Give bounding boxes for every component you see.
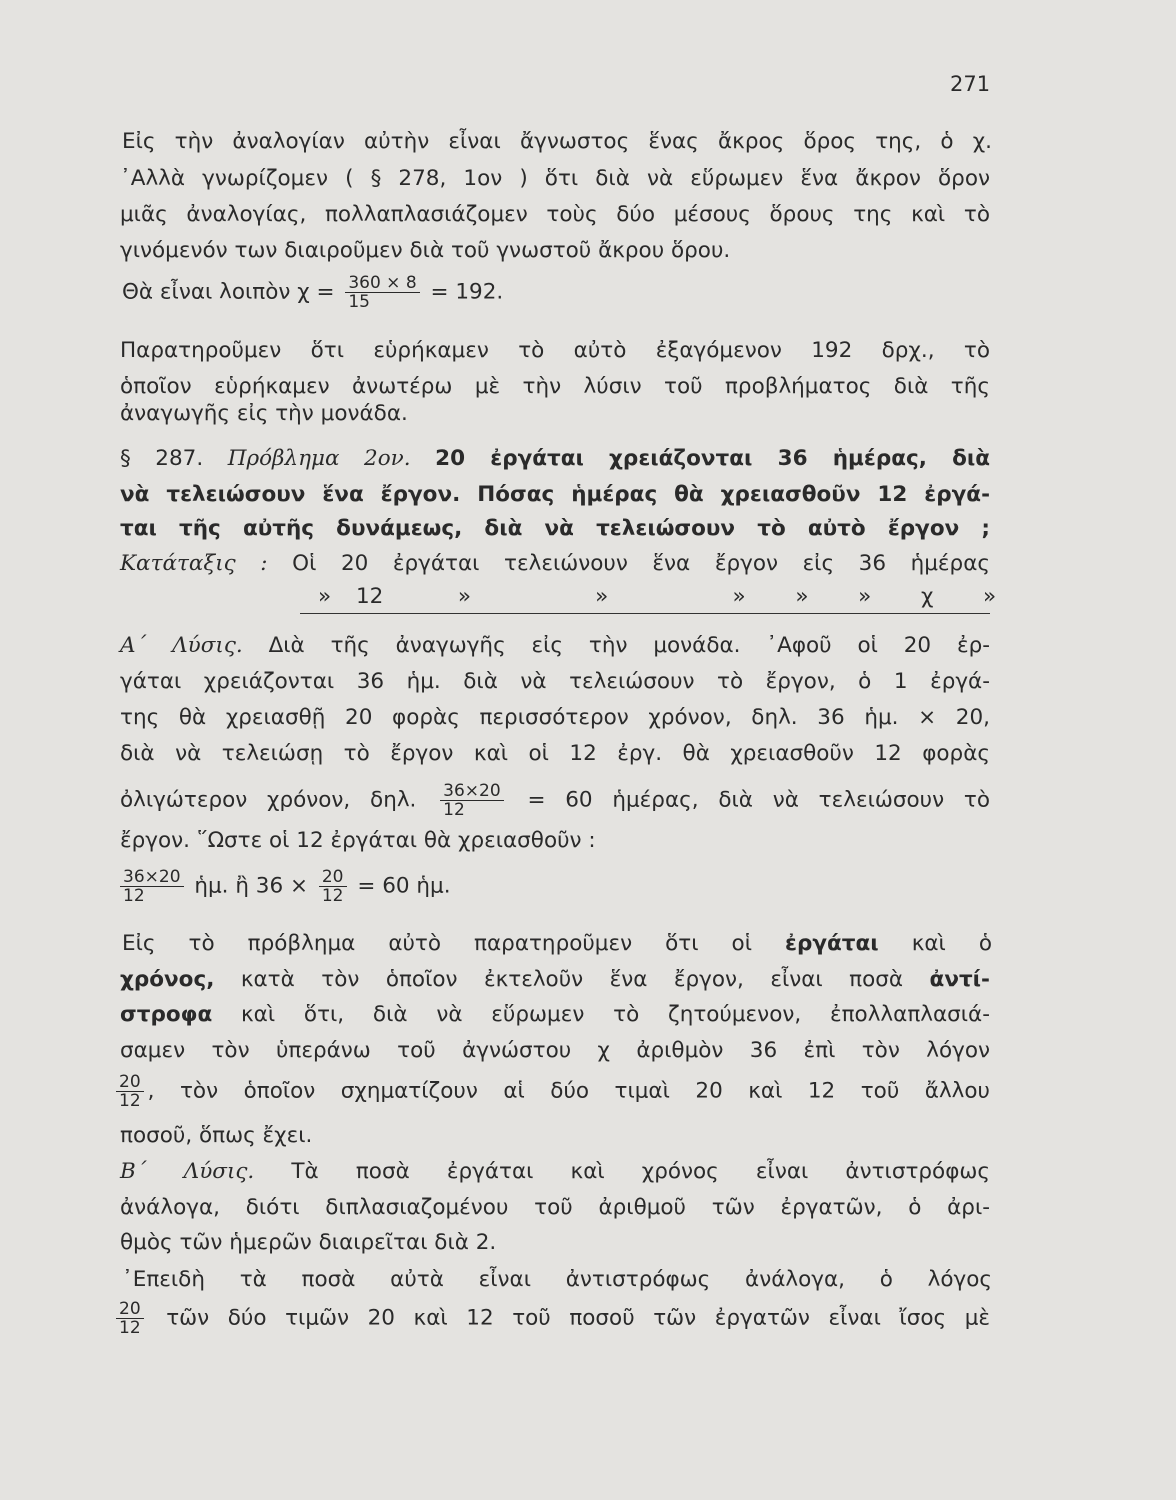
page-number: 271 — [950, 72, 991, 96]
text-line: ᾿Αλλὰ γνωρίζομεν ( § 278, 1ον ) ὅτι διὰ νὰ εὕρωμεν ἕνα ἄκρον ὅρον — [120, 166, 990, 191]
denominator: 12 — [321, 886, 344, 906]
denominator: 12 — [119, 1091, 141, 1111]
section-number: § 287. — [120, 446, 204, 471]
text-line: μιᾶς ἀναλογίας, πολλαπλασιάζομεν τοὺς δύο μέσους ὅρους της καὶ τὸ — [120, 202, 990, 227]
bold-term: χρόνος, — [120, 967, 215, 992]
text-segment: Εἰς τὸ πρόβλημα αὐτὸ παρατηροῦμεν ὅτι οἱ — [122, 931, 752, 956]
formula-text: = 60 ἡμέρας, διὰ νὰ τελειώσουν τὸ — [527, 787, 990, 813]
text-line: γινόμενόν των διαιροῦμεν διὰ τοῦ γνωστοῦ ἄκρου ὅρου. — [120, 238, 731, 263]
solution-a-text: Διὰ τῆς ἀναγωγῆς εἰς τὴν μονάδα. ᾿Αφοῦ οἱ 20 ἐρ- — [268, 633, 990, 658]
formula-line — [120, 782, 990, 819]
denominator: 12 — [123, 886, 145, 906]
denominator: 15 — [348, 292, 370, 312]
arrangement-label: Κατάταξις : — [120, 551, 268, 576]
text-line: της θὰ χρειασθῇ 20 φορὰς περισσότερον χρόνον, δηλ. 36 ἡμ. × 20, — [120, 705, 990, 730]
formula-line — [122, 274, 992, 311]
problem-text: 20 ἐργάται χρειάζονται 36 ἡμέρας, διὰ — [435, 446, 990, 471]
text-line: ἀνάλογα, διότι διπλασιαζομένου τοῦ ἀριθμοῦ τῶν ἐργατῶν, ὁ ἀρι- — [120, 1195, 990, 1220]
text-line: θμὸς τῶν ἡμερῶν διαιρεῖται διὰ 2. — [120, 1230, 497, 1255]
text-line: ὁποῖον εὑρήκαμεν ἀνωτέρω μὲ τὴν λύσιν τοῦ προβλήματος διὰ τῆς — [120, 374, 990, 399]
solution-b-label: Β΄ Λύσις. — [120, 1159, 255, 1184]
formula-text: = 192. — [430, 279, 504, 305]
denominator: 12 — [443, 800, 465, 820]
fraction — [120, 868, 184, 905]
numerator: 36×20 — [440, 782, 504, 801]
numerator: 20 — [116, 1300, 144, 1319]
text-segment: κατὰ τὸν ὁποῖον ἐκτελοῦν ἕνα ἔργον, εἶναι ποσὰ — [240, 967, 904, 992]
text-line: Εἰς τὴν ἀναλογίαν αὐτὴν εἶναι ἄγνωστος ἕνας ἄκρος ὅρος της, ὁ χ. — [122, 129, 992, 154]
solution-b-heading — [120, 1158, 990, 1186]
problem-text: ται τῆς αὐτῆς δυνάμεως, διὰ νὰ τελειώσουν τὸ αὐτὸ ἔργον ; — [120, 516, 990, 541]
text-segment: τῶν δύο τιμῶν 20 καὶ 12 τοῦ ποσοῦ τῶν ἐργατῶν εἶναι ἴσος μὲ — [166, 1305, 990, 1331]
text-line: ποσοῦ, ὅπως ἔχει. — [120, 1123, 313, 1148]
formula-line — [116, 868, 986, 905]
numerator: 36×20 — [120, 868, 184, 887]
text-line — [120, 966, 990, 994]
arrangement-line-2: » 12 » » » » » χ » — [318, 584, 997, 609]
formula-text: = 60 ἡμ. — [357, 873, 451, 899]
formula-text: ἡμ. ἢ 36 × — [194, 873, 309, 899]
solution-a-heading — [120, 632, 990, 660]
formula-text: ὀλιγώτερον χρόνον, δηλ. — [120, 787, 417, 813]
numerator: 360 × 8 — [345, 274, 419, 293]
fraction — [440, 782, 504, 819]
arrangement-line — [120, 550, 990, 578]
text-line: γάται χρειάζονται 36 ἡμ. διὰ νὰ τελειώσουν τὸ ἔργον, ὁ 1 ἐργά- — [120, 669, 990, 694]
numerator: 20 — [319, 868, 347, 887]
problem-heading — [120, 445, 990, 473]
formula-line — [116, 1300, 990, 1337]
text-line: σαμεν τὸν ὑπεράνω τοῦ ἀγνώστου χ ἀριθμὸν 36 ἐπὶ τὸν λόγον — [120, 1038, 990, 1063]
solution-a-label: Α΄ Λύσις. — [120, 633, 243, 658]
problem-title: Πρόβλημα 2ον. — [227, 446, 411, 471]
text-line: διὰ νὰ τελειώσῃ τὸ ἔργον καὶ οἱ 12 ἐργ. θὰ χρειασθοῦν 12 φορὰς — [120, 741, 990, 766]
formula-text: Θὰ εἶναι λοιπὸν χ = — [122, 279, 335, 305]
problem-text: νὰ τελειώσουν ἕνα ἔργον. Πόσας ἡμέρας θὰ χρειασθοῦν 12 ἐργά- — [120, 482, 990, 507]
numerator: 20 — [116, 1073, 144, 1092]
text-line: ἀναγωγῆς εἰς τὴν μονάδα. — [120, 401, 408, 426]
bold-term: ἐργάται — [785, 931, 879, 956]
text-line: Παρατηροῦμεν ὅτι εὑρήκαμεν τὸ αὐτὸ ἐξαγόμενον 192 δρχ., τὸ — [120, 338, 990, 363]
text-segment: καὶ ὅτι, διὰ νὰ εὕρωμεν τὸ ζητούμενον, ἐπολλαπλασιά- — [241, 1002, 990, 1027]
formula-line — [116, 1073, 990, 1110]
solution-b-text: Τὰ ποσὰ ἐργάται καὶ χρόνος εἶναι ἀντιστρόφως — [291, 1159, 990, 1184]
text-line: ἔργον. ῞Ωστε οἱ 12 ἐργάται θὰ χρειασθοῦν : — [120, 828, 596, 853]
denominator: 12 — [119, 1318, 141, 1338]
arrangement-text: Οἱ 20 ἐργάται τελειώνουν ἕνα ἔργον εἰς 36 ἡμέρας — [292, 551, 990, 576]
text-line: ᾿Επειδὴ τὰ ποσὰ αὐτὰ εἶναι ἀντιστρόφως ἀνάλογα, ὁ λόγος — [122, 1267, 992, 1292]
arrangement-rule — [300, 613, 990, 614]
fraction — [319, 868, 347, 905]
text-line — [122, 930, 992, 958]
text-segment: καὶ ὁ — [911, 931, 992, 956]
bold-term: ἀντί- — [929, 967, 990, 992]
text-line — [120, 1001, 990, 1029]
fraction — [116, 1073, 144, 1110]
fraction — [116, 1300, 144, 1337]
bold-term: στροφα — [120, 1002, 213, 1027]
text-segment: , τὸν ὁποῖον σχηματίζουν αἱ δύο τιμαὶ 20 καὶ 12 τοῦ ἄλλου — [147, 1078, 990, 1104]
fraction — [345, 274, 419, 311]
